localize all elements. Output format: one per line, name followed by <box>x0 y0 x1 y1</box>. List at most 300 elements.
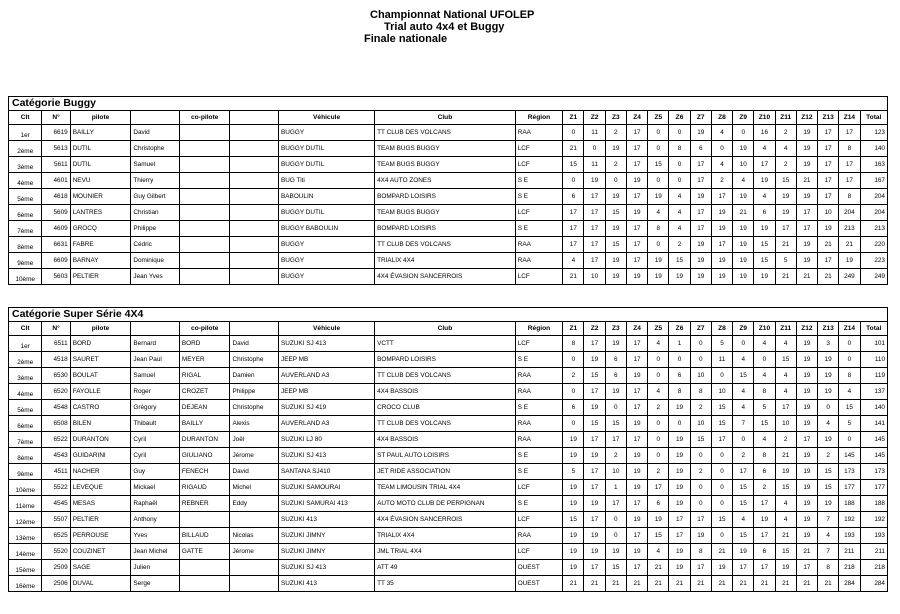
column-header: Z5 <box>648 111 669 125</box>
total-cell: 204 <box>860 205 887 221</box>
copilot-firstname-cell: Nicolas <box>230 528 279 544</box>
vehicle-cell: SUZUKI SJ 413 <box>279 336 375 352</box>
club-cell: TEAM LIMOUSIN TRIAL 4X4 <box>375 480 516 496</box>
copilot-firstname-cell <box>230 512 279 528</box>
zone-score-cell: 19 <box>669 496 690 512</box>
zone-score-cell: 19 <box>626 544 647 560</box>
club-cell: VCTT <box>375 336 516 352</box>
region-cell: LCF <box>515 480 563 496</box>
zone-score-cell: 19 <box>626 416 647 432</box>
zone-score-cell: 6 <box>605 352 626 368</box>
zone-score-cell: 19 <box>605 336 626 352</box>
number-cell: 4609 <box>42 221 70 237</box>
zone-score-cell: 4 <box>754 432 775 448</box>
pilot-firstname-cell: Mickael <box>131 480 180 496</box>
table-row <box>9 528 888 544</box>
table-row <box>9 416 888 432</box>
zone-score-cell: 19 <box>584 544 605 560</box>
club-cell: 4X4 ÉVASION SANCERROIS <box>375 269 516 285</box>
zone-score-cell: 19 <box>818 384 839 400</box>
column-header: Région <box>515 111 563 125</box>
zone-score-cell: 4 <box>669 205 690 221</box>
club-cell: BOMPARD LOISIRS <box>375 221 516 237</box>
zone-score-cell: 8 <box>690 384 711 400</box>
pilot-lastname-cell: GUIDARINI <box>70 448 131 464</box>
zone-score-cell: 19 <box>563 496 584 512</box>
zone-score-cell: 4 <box>775 336 796 352</box>
zone-score-cell: 4 <box>775 496 796 512</box>
number-cell: 5520 <box>42 544 70 560</box>
zone-score-cell: 17 <box>669 512 690 528</box>
zone-score-cell: 17 <box>839 125 860 141</box>
zone-score-cell: 4 <box>733 512 754 528</box>
club-cell: TT CLUB DES VOLCANS <box>375 416 516 432</box>
zone-score-cell: 21 <box>733 576 754 592</box>
zone-score-cell: 4 <box>775 141 796 157</box>
rank-cell: 12ème <box>9 512 42 528</box>
pilot-lastname-cell: MOUNIER <box>70 189 131 205</box>
zone-score-cell: 15 <box>563 512 584 528</box>
zone-score-cell: 7 <box>733 416 754 432</box>
total-cell: 177 <box>860 480 887 496</box>
zone-score-cell: 19 <box>690 528 711 544</box>
zone-score-cell: 19 <box>584 173 605 189</box>
zone-score-cell: 0 <box>690 448 711 464</box>
zone-score-cell: 21 <box>733 205 754 221</box>
zone-score-cell: 19 <box>796 400 817 416</box>
column-header: Z3 <box>605 111 626 125</box>
zone-score-cell: 19 <box>584 352 605 368</box>
zone-score-cell: 19 <box>796 448 817 464</box>
zone-score-cell: 7 <box>818 512 839 528</box>
zone-score-cell: 2 <box>605 448 626 464</box>
copilot-lastname-cell <box>179 221 230 237</box>
zone-score-cell: 19 <box>796 368 817 384</box>
copilot-firstname-cell <box>230 205 279 221</box>
zone-score-cell: 17 <box>754 157 775 173</box>
zone-score-cell: 21 <box>796 269 817 285</box>
zone-score-cell: 5 <box>839 416 860 432</box>
pilot-firstname-cell: Raphaël <box>131 496 180 512</box>
column-header: Z9 <box>733 322 754 336</box>
zone-score-cell: 19 <box>775 464 796 480</box>
rank-cell: 2ème <box>9 141 42 157</box>
total-cell: 110 <box>860 352 887 368</box>
rank-cell: 6ème <box>9 416 42 432</box>
column-header: Z5 <box>648 322 669 336</box>
zone-score-cell: 17 <box>626 560 647 576</box>
zone-score-cell: 21 <box>775 237 796 253</box>
zone-score-cell: 19 <box>690 189 711 205</box>
zone-score-cell: 17 <box>626 384 647 400</box>
copilot-lastname-cell: RIGAL <box>179 368 230 384</box>
copilot-lastname-cell <box>179 205 230 221</box>
zone-score-cell: 19 <box>711 205 732 221</box>
zone-score-cell: 19 <box>626 512 647 528</box>
total-cell: 173 <box>860 464 887 480</box>
zone-score-cell: 4 <box>754 141 775 157</box>
zone-score-cell: 21 <box>711 544 732 560</box>
table-row <box>9 560 888 576</box>
zone-score-cell: 2 <box>648 400 669 416</box>
region-cell: LCF <box>515 205 563 221</box>
zone-score-cell: 19 <box>648 512 669 528</box>
club-cell: ATT 49 <box>375 560 516 576</box>
zone-score-cell: 15 <box>775 480 796 496</box>
results-table <box>8 321 888 592</box>
pilot-lastname-cell: MESAS <box>70 496 131 512</box>
zone-score-cell: 21 <box>711 576 732 592</box>
number-cell: 4618 <box>42 189 70 205</box>
zone-score-cell: 10 <box>584 269 605 285</box>
zone-score-cell: 2 <box>775 125 796 141</box>
pilot-lastname-cell: CASTRO <box>70 400 131 416</box>
region-cell: RAA <box>515 416 563 432</box>
zone-score-cell: 15 <box>754 253 775 269</box>
club-cell: CROCO CLUB <box>375 400 516 416</box>
table-row <box>9 221 888 237</box>
zone-score-cell: 19 <box>733 269 754 285</box>
club-cell: TEAM BUGS BUGGY <box>375 141 516 157</box>
rank-cell: 4ème <box>9 384 42 400</box>
zone-score-cell: 21 <box>648 560 669 576</box>
zone-score-cell: 8 <box>839 141 860 157</box>
column-header: Z13 <box>818 111 839 125</box>
copilot-lastname-cell <box>179 576 230 592</box>
zone-score-cell: 0 <box>605 528 626 544</box>
copilot-firstname-cell: Alexis <box>230 416 279 432</box>
zone-score-cell: 15 <box>605 205 626 221</box>
zone-score-cell: 19 <box>669 432 690 448</box>
zone-score-cell: 6 <box>563 400 584 416</box>
table-row <box>9 269 888 285</box>
number-cell: 6631 <box>42 237 70 253</box>
zone-score-cell: 15 <box>775 544 796 560</box>
zone-score-cell: 19 <box>605 141 626 157</box>
region-cell: S E <box>515 352 563 368</box>
region-cell: S E <box>515 189 563 205</box>
zone-score-cell: 15 <box>690 432 711 448</box>
zone-score-cell: 19 <box>796 141 817 157</box>
total-cell: 101 <box>860 336 887 352</box>
region-cell: RAA <box>515 384 563 400</box>
zone-score-cell: 17 <box>626 352 647 368</box>
zone-score-cell: 19 <box>733 237 754 253</box>
zone-score-cell: 0 <box>818 400 839 416</box>
pilot-firstname-cell: Jean Paul <box>131 352 180 368</box>
pilot-lastname-cell: FAYOLLE <box>70 384 131 400</box>
rank-cell: 9ème <box>9 253 42 269</box>
zone-score-cell: 0 <box>711 141 732 157</box>
total-cell: 145 <box>860 432 887 448</box>
zone-score-cell: 19 <box>690 237 711 253</box>
zone-score-cell: 19 <box>690 269 711 285</box>
zone-score-cell: 8 <box>669 141 690 157</box>
header-row <box>9 111 888 125</box>
zone-score-cell: 17 <box>733 560 754 576</box>
zone-score-cell: 17 <box>584 189 605 205</box>
vehicle-cell: SUZUKI JIMNY <box>279 544 375 560</box>
zone-score-cell: 21 <box>690 576 711 592</box>
zone-score-cell: 211 <box>839 544 860 560</box>
table-row <box>9 141 888 157</box>
column-header: Z12 <box>796 322 817 336</box>
zone-score-cell: 0 <box>648 416 669 432</box>
zone-score-cell: 6 <box>690 141 711 157</box>
zone-score-cell: 17 <box>818 157 839 173</box>
vehicle-cell: SUZUKI LJ 80 <box>279 432 375 448</box>
zone-score-cell: 19 <box>626 205 647 221</box>
zone-score-cell: 17 <box>584 237 605 253</box>
vehicle-cell: SUZUKI SJ 419 <box>279 400 375 416</box>
copilot-lastname-cell: BILLAUD <box>179 528 230 544</box>
zone-score-cell: 4 <box>669 221 690 237</box>
number-cell: 4518 <box>42 352 70 368</box>
zone-score-cell: 19 <box>796 253 817 269</box>
zone-score-cell: 4 <box>775 512 796 528</box>
rank-cell: 5ème <box>9 400 42 416</box>
club-cell: BOMPARD LOISIRS <box>375 189 516 205</box>
copilot-lastname-cell <box>179 141 230 157</box>
vehicle-cell: BUGGY BABOULIN <box>279 221 375 237</box>
pilot-firstname-cell: Samuel <box>131 157 180 173</box>
vehicle-cell: AUVERLAND A3 <box>279 368 375 384</box>
zone-score-cell: 4 <box>563 253 584 269</box>
zone-score-cell: 5 <box>711 336 732 352</box>
vehicle-cell: SUZUKI 413 <box>279 512 375 528</box>
vehicle-cell: BUGGY DUTIL <box>279 205 375 221</box>
zone-score-cell: 2 <box>775 432 796 448</box>
zone-score-cell: 2 <box>754 480 775 496</box>
zone-score-cell: 17 <box>754 560 775 576</box>
column-header: Z11 <box>775 111 796 125</box>
zone-score-cell: 4 <box>754 368 775 384</box>
number-cell: 2506 <box>42 576 70 592</box>
zone-score-cell: 19 <box>711 221 732 237</box>
total-cell: 123 <box>860 125 887 141</box>
region-cell: S E <box>515 173 563 189</box>
zone-score-cell: 19 <box>584 496 605 512</box>
zone-score-cell: 15 <box>711 400 732 416</box>
column-header: Z10 <box>754 111 775 125</box>
column-header: Z7 <box>690 322 711 336</box>
column-header: Z2 <box>584 322 605 336</box>
vehicle-cell: SANTANA SJ410 <box>279 464 375 480</box>
zone-score-cell: 17 <box>626 432 647 448</box>
zone-score-cell: 21 <box>796 544 817 560</box>
zone-score-cell: 2 <box>733 448 754 464</box>
number-cell: 5613 <box>42 141 70 157</box>
zone-score-cell: 0 <box>690 496 711 512</box>
zone-score-cell: 15 <box>733 480 754 496</box>
zone-score-cell: 17 <box>584 480 605 496</box>
zone-score-cell: 4 <box>775 384 796 400</box>
zone-score-cell: 0 <box>690 336 711 352</box>
column-header: N° <box>42 322 70 336</box>
pilot-lastname-cell: BAILLY <box>70 125 131 141</box>
zone-score-cell: 0 <box>711 528 732 544</box>
zone-score-cell: 19 <box>605 221 626 237</box>
zone-score-cell: 15 <box>648 528 669 544</box>
zone-score-cell: 19 <box>669 448 690 464</box>
header-row <box>9 322 888 336</box>
zone-score-cell: 2 <box>605 125 626 141</box>
final-label: Finale nationale <box>364 33 448 45</box>
club-cell: 4X4 BASSOIS <box>375 384 516 400</box>
column-header: Z6 <box>669 322 690 336</box>
zone-score-cell: 4 <box>733 352 754 368</box>
zone-score-cell: 19 <box>626 173 647 189</box>
total-cell: 192 <box>860 512 887 528</box>
zone-score-cell: 15 <box>648 157 669 173</box>
zone-score-cell: 17 <box>584 221 605 237</box>
zone-score-cell: 2 <box>648 464 669 480</box>
zone-score-cell: 17 <box>711 189 732 205</box>
club-cell: TRIALIX 4X4 <box>375 528 516 544</box>
pilot-lastname-cell: FABRE <box>70 237 131 253</box>
zone-score-cell: 0 <box>839 352 860 368</box>
zone-score-cell: 19 <box>605 269 626 285</box>
zone-score-cell: 17 <box>690 157 711 173</box>
zone-score-cell: 4 <box>754 189 775 205</box>
zone-score-cell: 17 <box>584 336 605 352</box>
zone-score-cell: 8 <box>754 448 775 464</box>
zone-score-cell: 19 <box>626 368 647 384</box>
region-cell: LCF <box>515 336 563 352</box>
zone-score-cell: 21 <box>818 269 839 285</box>
vehicle-cell: JEEP MB <box>279 384 375 400</box>
category-super-serie-section <box>8 307 888 592</box>
copilot-firstname-cell <box>230 576 279 592</box>
zone-score-cell: 19 <box>711 269 732 285</box>
region-cell: S E <box>515 496 563 512</box>
rank-cell: 10ème <box>9 269 42 285</box>
zone-score-cell: 19 <box>775 189 796 205</box>
zone-score-cell: 4 <box>775 368 796 384</box>
zone-score-cell: 4 <box>733 173 754 189</box>
zone-score-cell: 0 <box>839 336 860 352</box>
column-header: Clt <box>9 322 42 336</box>
total-cell: 141 <box>860 416 887 432</box>
zone-score-cell: 17 <box>563 237 584 253</box>
region-cell: S E <box>515 448 563 464</box>
zone-score-cell: 21 <box>775 576 796 592</box>
pilot-lastname-cell: PELTIER <box>70 512 131 528</box>
table-row <box>9 237 888 253</box>
region-cell: S E <box>515 464 563 480</box>
pilot-lastname-cell: LEVEQUE <box>70 480 131 496</box>
copilot-firstname-cell: Eddy <box>230 496 279 512</box>
pilot-firstname-cell: Cédric <box>131 237 180 253</box>
copilot-firstname-cell <box>230 237 279 253</box>
zone-score-cell: 19 <box>733 141 754 157</box>
table-row <box>9 400 888 416</box>
pilot-firstname-cell: Jean Yves <box>131 269 180 285</box>
number-cell: 4548 <box>42 400 70 416</box>
column-header: Z1 <box>563 322 584 336</box>
zone-score-cell: 19 <box>690 253 711 269</box>
vehicle-cell: AUVERLAND A3 <box>279 416 375 432</box>
zone-score-cell: 0 <box>669 157 690 173</box>
pilot-lastname-cell: BILEN <box>70 416 131 432</box>
region-cell: LCF <box>515 141 563 157</box>
zone-score-cell: 17 <box>818 141 839 157</box>
region-cell: RAA <box>515 125 563 141</box>
zone-score-cell: 19 <box>796 512 817 528</box>
copilot-lastname-cell <box>179 125 230 141</box>
zone-score-cell: 17 <box>839 157 860 173</box>
pilot-lastname-cell: BOULAT <box>70 368 131 384</box>
zone-score-cell: 8 <box>839 368 860 384</box>
region-cell: OUEST <box>515 560 563 576</box>
rank-cell: 3ème <box>9 157 42 173</box>
club-cell: 4X4 AUTO ZONES <box>375 173 516 189</box>
zone-score-cell: 10 <box>818 205 839 221</box>
zone-score-cell: 17 <box>626 221 647 237</box>
region-cell: RAA <box>515 368 563 384</box>
zone-score-cell: 10 <box>690 416 711 432</box>
rank-cell: 8ème <box>9 448 42 464</box>
total-cell: 137 <box>860 384 887 400</box>
vehicle-cell: BUGGY <box>279 269 375 285</box>
zone-score-cell: 15 <box>818 464 839 480</box>
zone-score-cell: 2 <box>711 173 732 189</box>
zone-score-cell: 17 <box>711 237 732 253</box>
number-cell: 2509 <box>42 560 70 576</box>
copilot-lastname-cell: GIULIANO <box>179 448 230 464</box>
region-cell: RAA <box>515 432 563 448</box>
pilot-lastname-cell: SAURET <box>70 352 131 368</box>
pilot-lastname-cell: BARNAY <box>70 253 131 269</box>
category-title: Catégorie Buggy <box>8 96 888 110</box>
copilot-lastname-cell <box>179 560 230 576</box>
zone-score-cell: 19 <box>754 269 775 285</box>
column-header <box>131 111 180 125</box>
number-cell: 4601 <box>42 173 70 189</box>
zone-score-cell: 4 <box>818 528 839 544</box>
copilot-firstname-cell <box>230 125 279 141</box>
zone-score-cell: 8 <box>648 221 669 237</box>
zone-score-cell: 17 <box>818 173 839 189</box>
zone-score-cell: 17 <box>563 205 584 221</box>
copilot-firstname-cell: Christophe <box>230 352 279 368</box>
zone-score-cell: 15 <box>775 173 796 189</box>
zone-score-cell: 8 <box>563 336 584 352</box>
region-cell: RAA <box>515 237 563 253</box>
pilot-firstname-cell: Jean Michel <box>131 544 180 560</box>
table-row <box>9 544 888 560</box>
zone-score-cell: 6 <box>669 368 690 384</box>
zone-score-cell: 17 <box>626 141 647 157</box>
zone-score-cell: 19 <box>796 464 817 480</box>
region-cell: RAA <box>515 528 563 544</box>
zone-score-cell: 15 <box>584 368 605 384</box>
rank-cell: 9ème <box>9 464 42 480</box>
zone-score-cell: 0 <box>690 352 711 368</box>
copilot-firstname-cell <box>230 157 279 173</box>
copilot-lastname-cell: REBNER <box>179 496 230 512</box>
zone-score-cell: 19 <box>796 496 817 512</box>
zone-score-cell: 4 <box>839 384 860 400</box>
zone-score-cell: 10 <box>711 384 732 400</box>
zone-score-cell: 19 <box>796 336 817 352</box>
zone-score-cell: 21 <box>818 237 839 253</box>
region-cell: LCF <box>515 512 563 528</box>
zone-score-cell: 213 <box>839 221 860 237</box>
column-header: Total <box>860 322 887 336</box>
total-cell: 163 <box>860 157 887 173</box>
pilot-lastname-cell: LANTRES <box>70 205 131 221</box>
